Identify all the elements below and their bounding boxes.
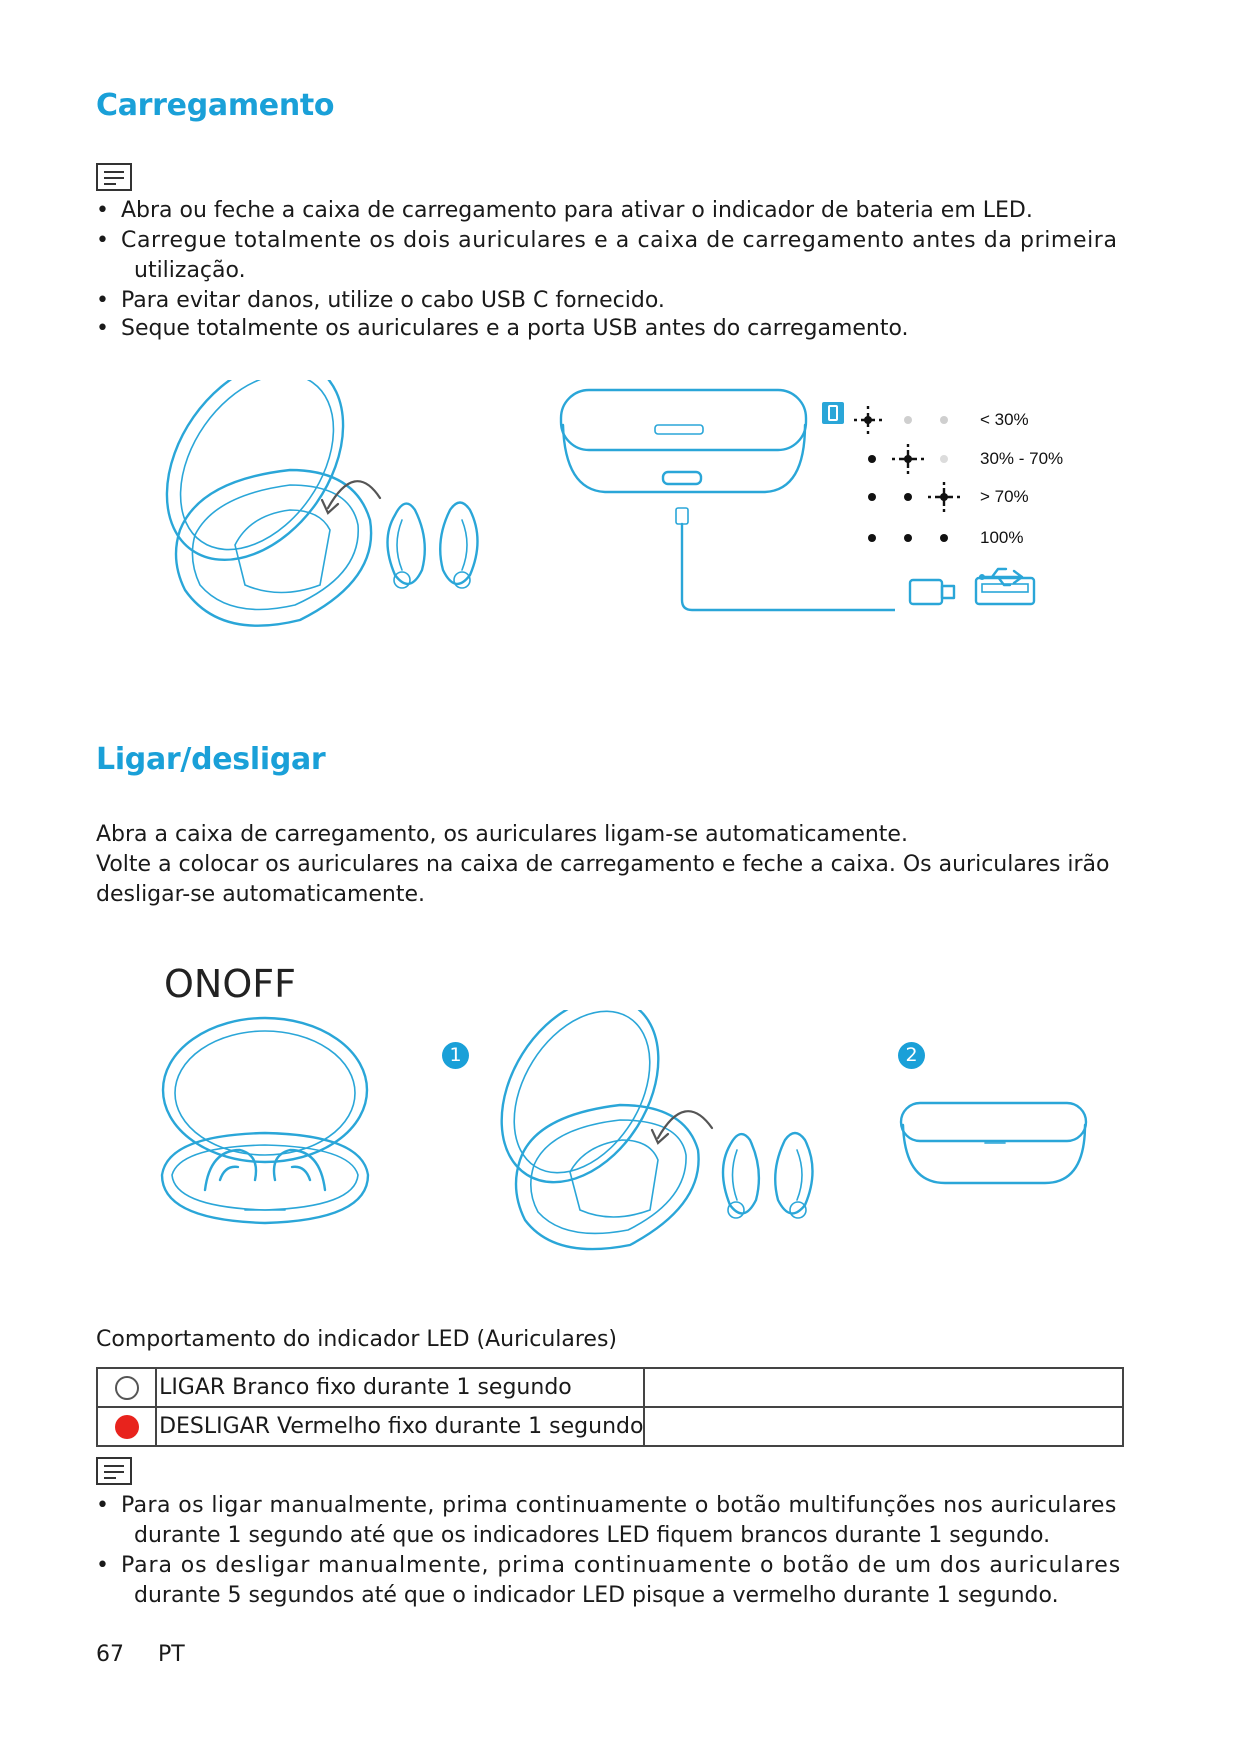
led-on-text: LIGAR Branco fixo durante 1 segundo <box>156 1368 644 1407</box>
charging-case-cable-illustration <box>555 380 895 630</box>
closed-case-illustration <box>895 1095 1095 1195</box>
usb-symbol-icon <box>978 565 1028 589</box>
step-2-badge: 2 <box>898 1042 925 1069</box>
white-led-icon <box>115 1376 139 1400</box>
power-notes-list <box>96 1491 1136 1611</box>
step-1-badge: 1 <box>442 1042 469 1069</box>
list-item: • Para os ligar manualmente, prima continuamente o botão multifunções nos auriculares durante 1 segundo até que os indicadores LED fiquem brancos durante 1 segundo. <box>96 1491 1136 1551</box>
power-description <box>96 820 1136 910</box>
battery-level-label: < 30% <box>980 410 1029 429</box>
earbuds-into-case-step1-illustration <box>480 1010 870 1260</box>
led-table-title: Comportamento do indicador LED (Auriculares) <box>96 1327 618 1352</box>
onoff-label: ONOFF <box>164 962 296 1006</box>
indicator-cell <box>97 1407 156 1446</box>
list-item: • Seque totalmente os auriculares e a porta USB antes do carregamento. <box>96 314 1136 344</box>
earbuds-into-case-illustration <box>140 380 540 640</box>
list-item: • Para os desligar manualmente, prima continuamente o botão de um dos auriculares durante 5 segundos até que o indicador LED pisque a vermelho durante 1 segundo. <box>96 1551 1136 1611</box>
empty-cell <box>644 1368 1123 1407</box>
led-behavior-table <box>96 1367 1124 1447</box>
led-dots-grid <box>850 395 980 555</box>
red-led-icon <box>115 1415 139 1439</box>
paragraph-line: Abra a caixa de carregamento, os auriculares ligam-se automaticamente. <box>96 822 908 847</box>
section-title-power: Ligar/desligar <box>96 742 326 777</box>
empty-cell <box>644 1407 1123 1446</box>
page-number: 67 <box>96 1642 124 1667</box>
battery-level-label: 100% <box>980 528 1024 547</box>
open-case-earbuds-illustration <box>150 1015 380 1235</box>
battery-level-label: 30% - 70% <box>980 449 1064 468</box>
language-code: PT <box>158 1642 185 1667</box>
indicator-cell <box>97 1368 156 1407</box>
note-icon <box>96 1457 132 1485</box>
led-off-text: DESLIGAR Vermelho fixo durante 1 segundo <box>156 1407 644 1446</box>
charging-notes-list <box>96 196 1136 344</box>
page-footer <box>96 1642 185 1667</box>
table-row <box>97 1407 1123 1446</box>
blinking-led-icon <box>854 406 882 434</box>
list-item: • Para evitar danos, utilize o cabo USB C fornecido. <box>96 286 1136 316</box>
battery-level-label: > 70% <box>980 487 1029 506</box>
paragraph-line: Volte a colocar os auriculares na caixa de carregamento e feche a caixa. Os auriculares irão desligar-se automaticamente. <box>96 852 1110 907</box>
table-row <box>97 1368 1123 1407</box>
list-item: • Abra ou feche a caixa de carregamento para ativar o indicador de bateria em LED. <box>96 196 1136 226</box>
battery-icon <box>822 402 844 424</box>
section-title-charging: Carregamento <box>96 88 335 123</box>
list-item: • Carregue totalmente os dois auriculares e a caixa de carregamento antes da primeira utilização. <box>96 226 1136 286</box>
note-icon <box>96 163 132 191</box>
